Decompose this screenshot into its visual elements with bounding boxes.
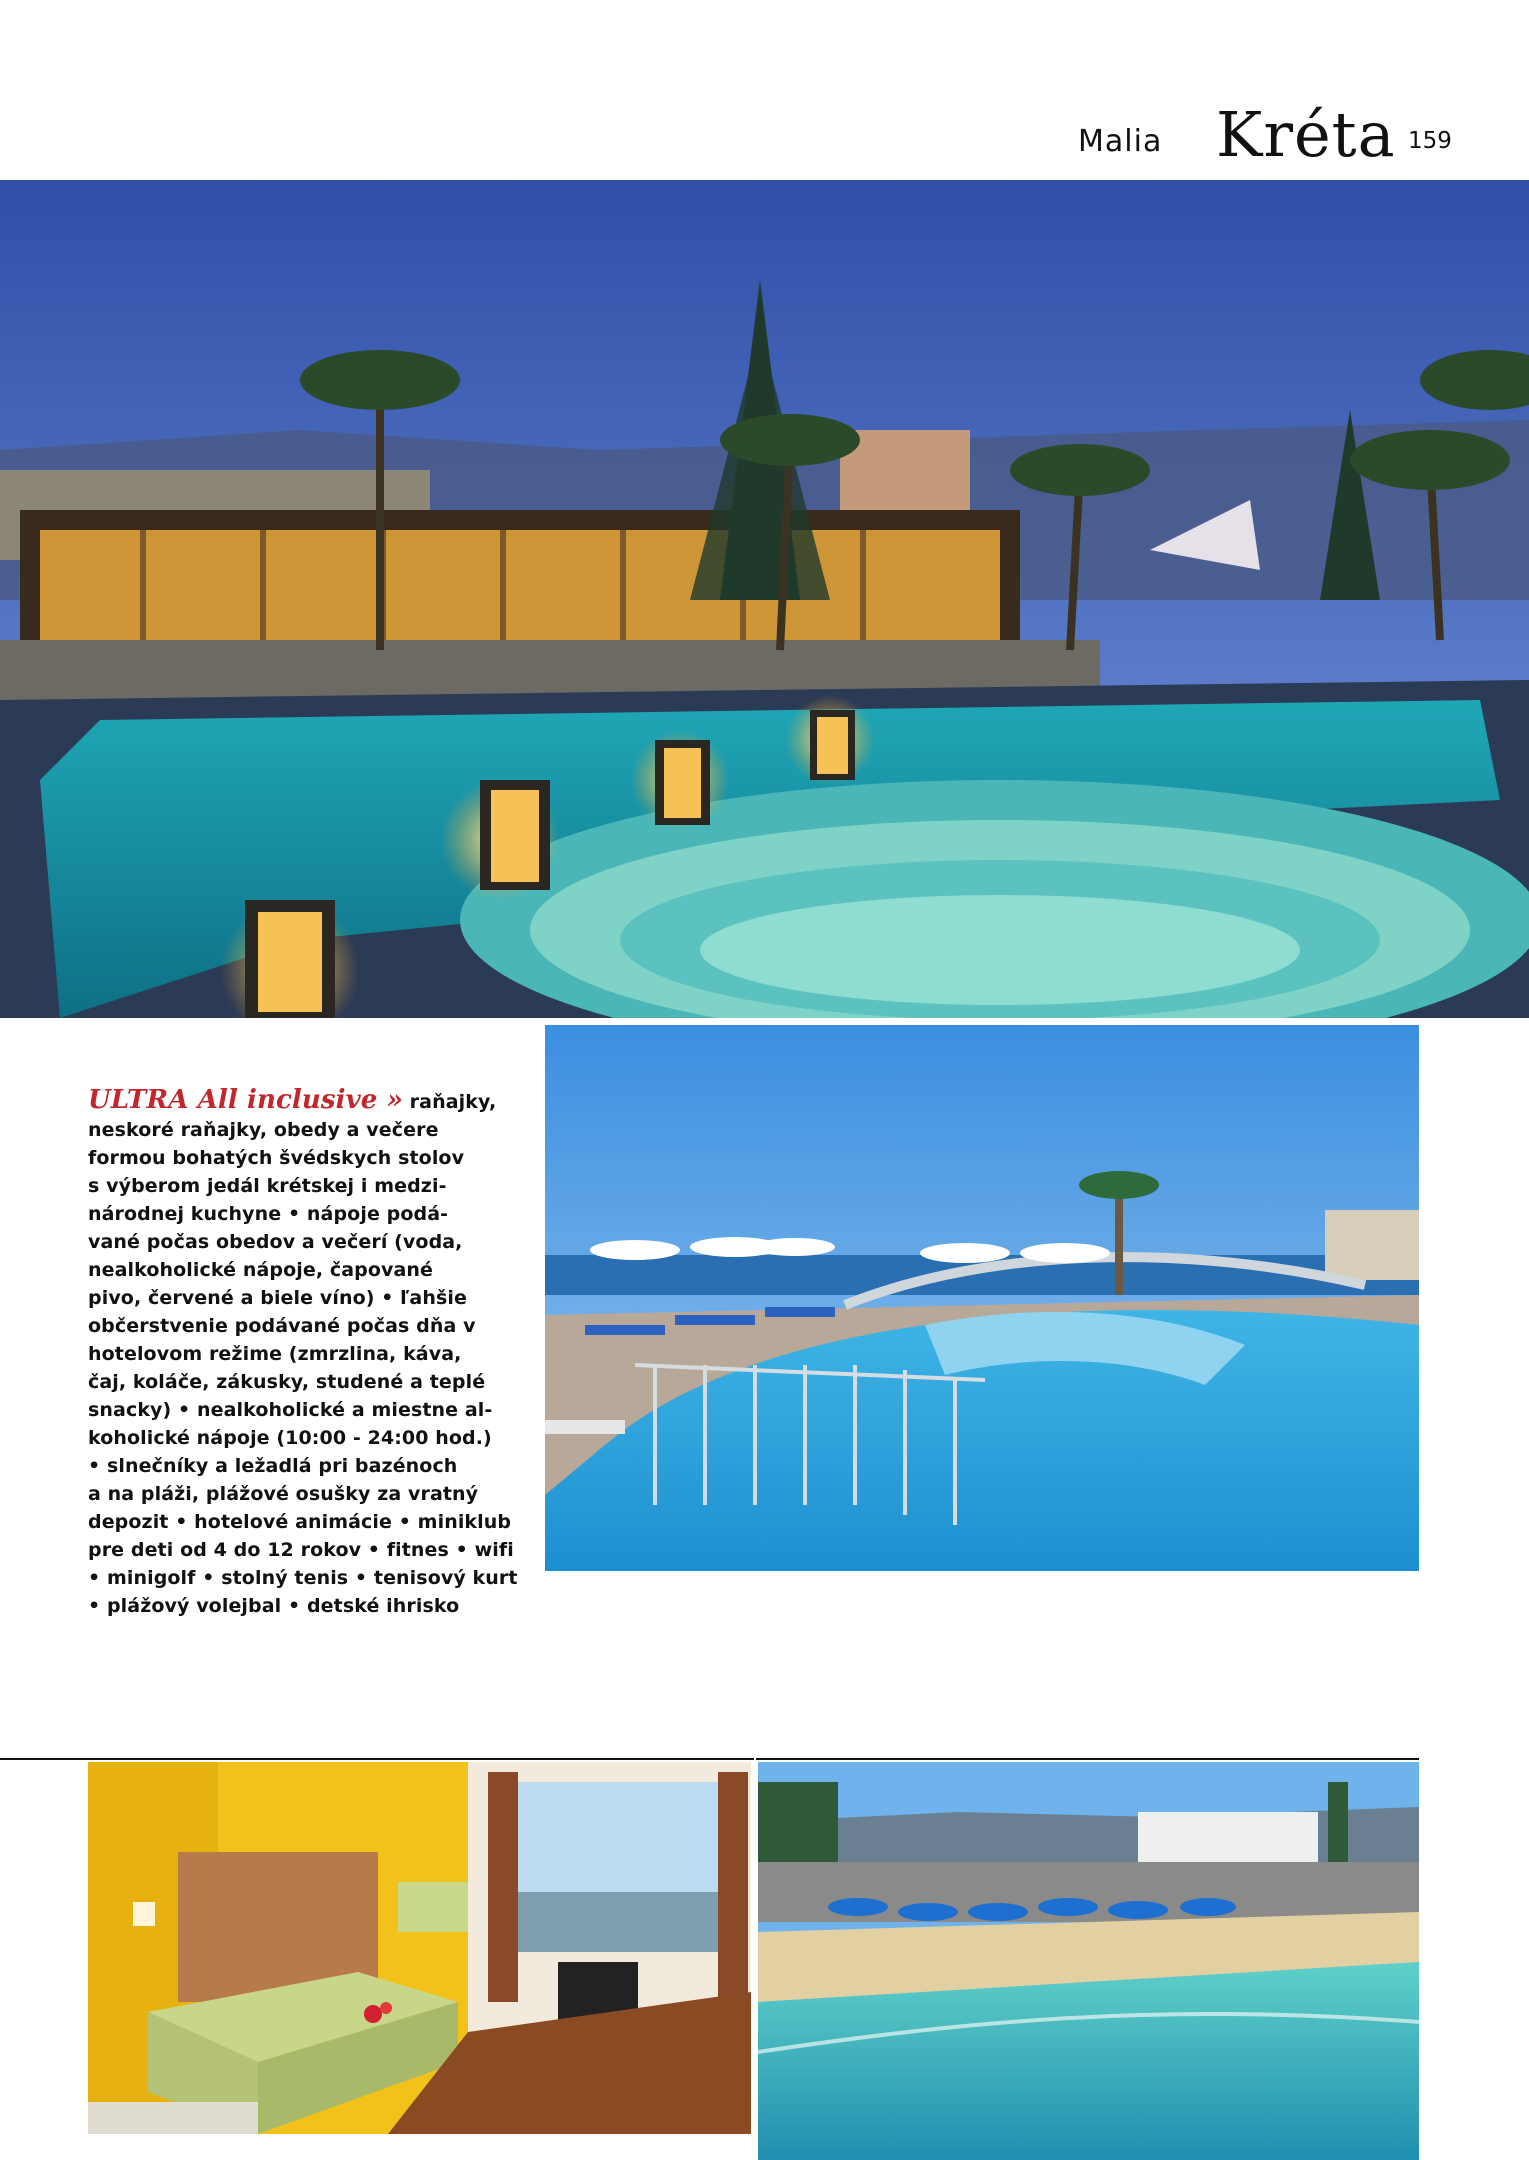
services-line: s výberom jedál krétskej i medzi-	[88, 1175, 447, 1197]
page-header	[0, 0, 1529, 180]
package-name: ULTRA All inclusive »	[88, 1085, 403, 1115]
hotel-room-photo	[88, 1762, 751, 2134]
services-line: raňajky,	[409, 1091, 497, 1113]
pool-day-illustration	[545, 1025, 1419, 1571]
services-line: hotelovom režime (zmrzlina, káva,	[88, 1343, 462, 1365]
services-line: snacky) • nealkoholické a miestne al-	[88, 1399, 493, 1421]
services-line: občerstvenie podávané počas dňa v	[88, 1315, 476, 1337]
section-divider	[0, 1758, 1419, 1760]
services-line: koholické nápoje (10:00 - 24:00 hod.)	[88, 1427, 492, 1449]
beach-illustration	[758, 1762, 1419, 2160]
services-line: pivo, červené a biele víno) • ľahšie	[88, 1287, 467, 1309]
services-line: vané počas obedov a večerí (voda,	[88, 1231, 463, 1253]
services-line: formou bohatých švédskych stolov	[88, 1147, 465, 1169]
services-description	[88, 1085, 518, 1620]
services-line: depozit • hotelové animácie • miniklub	[88, 1511, 512, 1533]
hotel-room-illustration	[88, 1762, 751, 2134]
photo-gutter	[754, 1758, 756, 2160]
region-label: Malia	[1078, 124, 1163, 159]
services-line: pre deti od 4 do 12 rokov • fitnes • wifi	[88, 1539, 514, 1561]
page-number: 159	[1408, 128, 1452, 154]
services-line: • slnečníky a ležadlá pri bazénoch	[88, 1455, 458, 1477]
services-line: čaj, koláče, zákusky, studené a teplé	[88, 1371, 486, 1393]
services-line: • minigolf • stolný tenis • tenisový kurt	[88, 1567, 518, 1589]
destination-title: Kréta	[1216, 98, 1396, 171]
beach-photo	[758, 1762, 1419, 2160]
services-line: nealkoholické nápoje, čapované	[88, 1259, 434, 1281]
hero-photo-pool-evening	[0, 180, 1529, 1018]
services-line: a na pláži, plážové osušky za vratný	[88, 1483, 479, 1505]
pool-day-photo	[545, 1025, 1419, 1571]
services-line: • plážový volejbal • detské ihrisko	[88, 1595, 460, 1617]
services-first-line	[88, 1086, 508, 1116]
services-line: neskoré raňajky, obedy a večere	[88, 1119, 439, 1141]
hero-photo-illustration	[0, 180, 1529, 1018]
services-line: národnej kuchyne • nápoje podá-	[88, 1203, 449, 1225]
